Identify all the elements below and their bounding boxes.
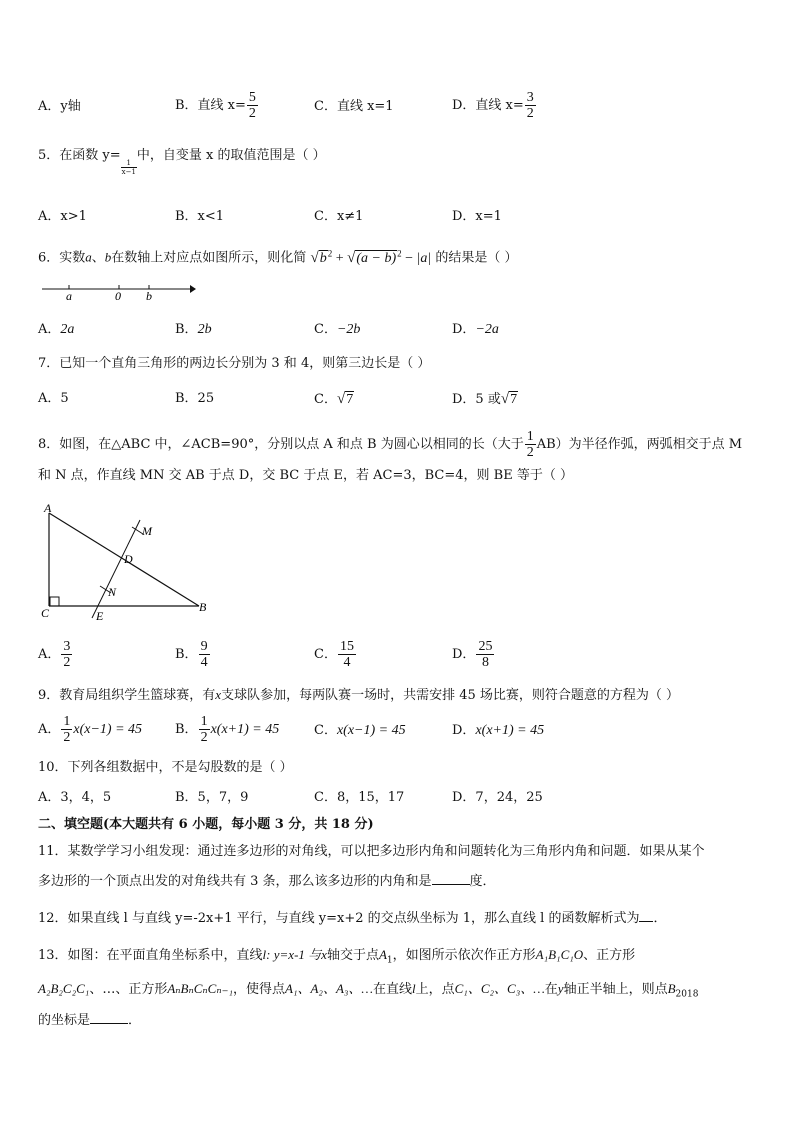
number-line-arrow [190, 285, 196, 293]
q6-sep: 、 [91, 250, 105, 266]
label-N: N [108, 585, 117, 599]
q6-stem [38, 244, 518, 268]
q9-option-d: D．x(x+1) = 45 [452, 723, 545, 738]
label-b: b [146, 289, 152, 303]
q4-option-a: A．y轴 [38, 99, 81, 114]
label-M: M [142, 524, 152, 538]
q4-option-d-text: D．直线 x= [452, 98, 524, 113]
q13-answer-blank[interactable] [90, 1023, 128, 1024]
q9-stem: 9．教育局组织学生篮球赛，有x支球队参加，每两队赛一场时，共需安排 45 场比赛，则符合题意的方程为（ ） [38, 687, 680, 703]
line-mn [92, 520, 140, 618]
section-2-heading: 二、填空题(本大题共有 6 小题，每小题 3 分，共 18 分) [38, 817, 374, 832]
label-D: D [124, 552, 133, 566]
q10-option-d: D．7，24，25 [452, 790, 543, 805]
label-0: 0 [115, 289, 121, 303]
q7-option-c: C．√7 [314, 391, 354, 407]
q10-option-b: B．5，7，9 [175, 790, 249, 805]
q4-option-b [175, 90, 259, 121]
label-a: a [66, 289, 72, 303]
q8-line2: 和 N 点，作直线 MN 交 AB 于点 D，交 BC 于点 E，若 AC=3，BC=4，则 BE 等于（ ） [38, 468, 573, 483]
q5-option-b: B．x<1 [175, 209, 225, 224]
label-B: B [199, 600, 207, 614]
q5-option-a: A．x>1 [38, 209, 87, 224]
q9-option-b: B． $\frac{1}{2}$ x(x+1) = 45 [175, 714, 280, 745]
q13-line1: 13．如图：在平面直角坐标系中，直线l: y=x-1 与x轴交于点$A_1$，如图所示依次作正方形A₁B₁C₁O、正方形 [38, 947, 636, 966]
q11-answer-blank[interactable] [432, 884, 470, 885]
q11-line1: 11．某数学学习小组发现：通过连多边形的对角线，可以把多边形内角和问题转化为三角形内角和问题．如果从某个 [38, 844, 705, 859]
label-C: C [41, 606, 50, 620]
q12-line: 12．如果直线 l 与直线 y=-2x+1 平行，与直线 y=x+2 的交点纵坐标为 1，那么直线 l 的函数解析式为 ． [38, 911, 667, 926]
q6-expression: $√b^2 + √(a - b)^2 - |a|$ [310, 248, 432, 266]
q6-option-b: B．2b [175, 322, 212, 337]
q12-answer-blank[interactable] [639, 921, 653, 922]
q4-option-c: C．直线 x=1 [314, 99, 394, 114]
q4-option-d-fraction: $\frac{3}{2}$ [526, 90, 534, 121]
label-E: E [96, 609, 104, 623]
q4-option-b-text: B．直线 x= [175, 98, 246, 113]
q6-stem-post: 的结果是（ ） [435, 250, 518, 266]
q8-line1: 8．如图，在△ABC 中，∠ACB=90°，分别以点 A 和点 B 为圆心以相同的长（大于 $\frac{1}{2}$ AB）为半径作弧，两弧相交于点 M [38, 429, 743, 460]
q7-option-a: A．5 [38, 391, 69, 406]
q7-option-d: D．5 或√7 [452, 391, 518, 407]
number-line [40, 280, 200, 304]
q8-option-a: A． $\frac{3}{2}$ [38, 639, 71, 670]
q5-stem-post: 中，自变量 x 的取值范围是（ ） [136, 148, 326, 163]
right-angle-mark [50, 597, 59, 606]
q10-option-c: C．8，15，17 [314, 790, 405, 805]
q6-var-b: b [104, 249, 112, 265]
label-A: A [44, 501, 52, 515]
q13-line2: A₂B₂C₂C₁、…、正方形AₙBₙCₙCₙ₋₁，使得点A₁、A₂、A₃、…在直线l上，点C₁、C₂、C₃、…在y轴正半轴上，则点$B_{2018}$ [38, 981, 699, 1000]
q4-option-d [452, 90, 537, 121]
q7-stem: 7．已知一个直角三角形的两边长分别为 3 和 4，则第三边长是（ ） [38, 356, 431, 371]
q10-option-a: A．3，4，5 [38, 790, 112, 805]
q4-option-b-fraction: $\frac{5}{2}$ [248, 90, 256, 121]
q9-option-a: A． $\frac{1}{2}$ x(x−1) = 45 [38, 714, 143, 745]
q5-option-c: C．x≠1 [314, 209, 364, 224]
triangle-figure [36, 500, 216, 628]
q8-option-d: D． $\frac{25}{8}$ [452, 639, 493, 670]
q13-line3: 的坐标是 ． [38, 1013, 142, 1028]
q8-half-fraction: $\frac{1}{2}$ [526, 429, 534, 460]
q5-fraction: $\frac{1}{x-1}$ [121, 159, 136, 176]
q6-option-c: C．−2b [314, 322, 361, 337]
q9-option-c: C．x(x−1) = 45 [314, 723, 406, 738]
q6-option-a: A．2a [38, 322, 75, 337]
q5-stem [38, 147, 326, 176]
q11-line2: 多边形的一个顶点出发的对角线共有 3 条，那么该多边形的内角和是 度． [38, 874, 496, 889]
q6-option-d: D．−2a [452, 322, 499, 337]
q6-var-a: a [85, 249, 92, 265]
q6-stem-mid: 在数轴上对应点如图所示，则化简 [111, 250, 307, 266]
q10-stem: 10．下列各组数据中，不是勾股数的是（ ） [38, 760, 293, 775]
q5-stem-pre: 5．在函数 y= [38, 148, 121, 163]
q5-option-d: D．x=1 [452, 209, 502, 224]
q7-option-b: B．25 [175, 391, 215, 406]
q6-stem-pre: 6．实数 [38, 250, 86, 266]
q8-option-c: C． $\frac{15}{4}$ [314, 639, 354, 670]
q8-option-b: B． $\frac{9}{4}$ [175, 639, 208, 670]
